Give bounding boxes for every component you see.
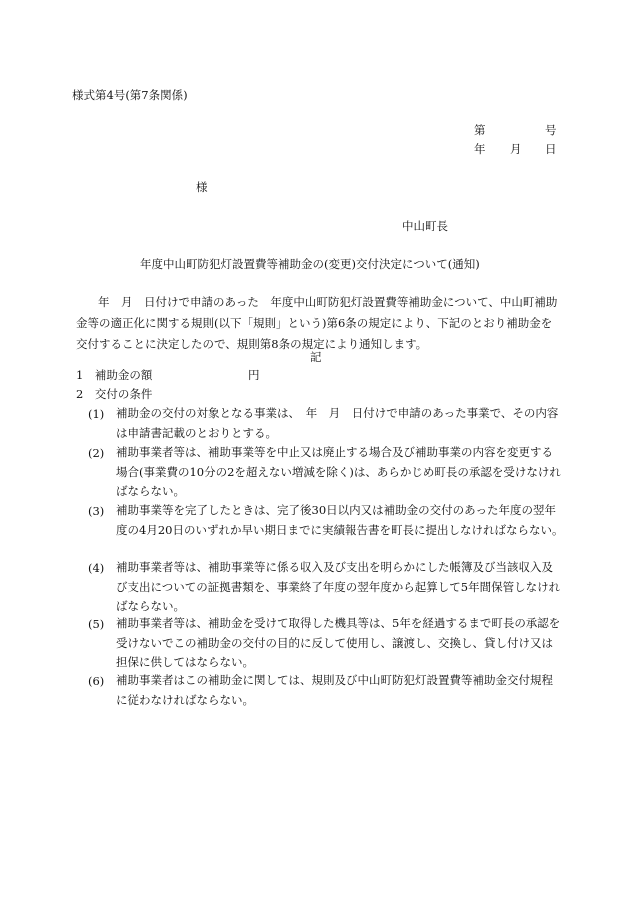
condition-text: 補助事業等を完了したときは、完了後30日以内又は補助金の交付のあった年度の翌年度の4月20日のいずれか早い期日までに実績報告書を町長に提出しなければならない。: [116, 503, 564, 537]
condition-text: 補助金の交付の対象となる事業は、 年 月 日付けで申請のあった事業で、その内容は申請書記載のとおりとする。: [116, 406, 559, 440]
condition-3: [88, 501, 568, 559]
item1-unit: 円: [248, 368, 260, 382]
document-title: 年度中山町防犯灯設置費等補助金の(変更)交付決定について(通知): [140, 257, 480, 271]
condition-text: 補助事業者等は、補助事業等を中止又は廃止する場合及び補助事業の内容を変更する場合(事業費の10分の2を超えない増減を除く)は、あらかじめ町長の承認を受けなければならない。: [116, 445, 561, 498]
condition-5: [88, 614, 568, 672]
condition-number: (4): [88, 561, 105, 575]
date-year: 年: [474, 142, 486, 156]
condition-text: 補助事業者等は、補助金を受けて取得した機具等は、5年を経過するまで町長の承認を受けないでこの補助金の交付の目的に反して使用し、譲渡し、交換し、貸し付け又は担保に供してはならない。: [116, 616, 561, 669]
body-paragraph: 年 月 日付けで申請のあった 年度中山町防犯灯設置費等補助金について、中山町補助金等の適正化に関する規則(以下「規則」という)第6条の規定により、下記のとおり補助金を交付することに決定したので、規則第8条の規定により通知します。: [76, 295, 558, 351]
condition-6: [88, 671, 568, 711]
doc-number-prefix: 第: [474, 123, 486, 137]
doc-number-suffix: 号: [545, 123, 557, 137]
condition-1: [88, 404, 568, 444]
condition-number: (2): [88, 446, 105, 460]
condition-number: (1): [88, 407, 105, 421]
condition-4: [88, 558, 568, 616]
condition-number: (5): [88, 617, 105, 631]
condition-number: (3): [88, 504, 105, 518]
issuer: 中山町長: [402, 219, 448, 233]
ki-heading: 記: [310, 350, 322, 364]
date-month: 月: [510, 142, 522, 156]
addressee-suffix: 様: [196, 180, 208, 194]
condition-text: 補助事業者等は、補助事業等に係る収入及び支出を明らかにした帳簿及び当該収入及び支出についての証拠書類を、事業終了年度の翌年度から起算して5年間保管しなければならない。: [116, 560, 561, 613]
form-label: 様式第4号(第7条関係): [72, 88, 188, 102]
condition-number: (6): [88, 674, 105, 688]
condition-text: 補助事業者はこの補助金に関しては、規則及び中山町防犯灯設置費等補助金交付規程に従わなければならない。: [116, 673, 553, 707]
item1-label: 1 補助金の額: [76, 368, 153, 382]
item2-label: 2 交付の条件: [76, 387, 153, 401]
date-day: 日: [545, 142, 557, 156]
condition-2: [88, 443, 568, 501]
